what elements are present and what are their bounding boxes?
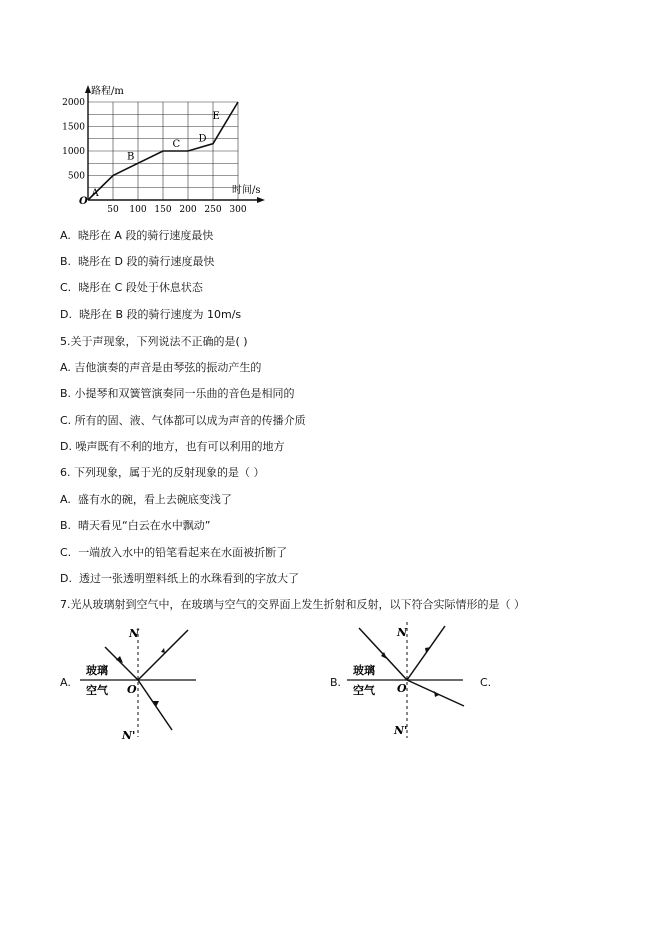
option-text: 晓彤在 D 段的骑行速度最快 [78, 255, 215, 268]
arrow-icon [152, 701, 159, 707]
normal-label-n-prime: N' [394, 724, 408, 737]
q6-stem: 6. 下列现象，属于光的反射现象的是（ ） [60, 466, 265, 479]
ray-1 [105, 647, 138, 680]
air-label: 空气 [86, 684, 108, 697]
x-tick-label: 50 [107, 205, 119, 215]
q6-option-d [60, 572, 299, 586]
q5-option-c: C. 所有的固、液、气体都可以成为声音的传播介质 [60, 414, 306, 427]
x-tick-label: 100 [129, 205, 147, 215]
q4-option-b [60, 255, 215, 269]
option-key: D. [60, 572, 72, 585]
option-key: A. [60, 229, 71, 242]
x-tick-label: 150 [154, 205, 172, 215]
segment-label: B [127, 151, 135, 163]
q7-stem: 7.光从玻璃射到空气中，在玻璃与空气的交界面上发生折射和反射，以下符合实际情形的是（ ） [60, 598, 525, 611]
point-label-o: O [397, 682, 407, 695]
q6-option-a [60, 493, 232, 507]
x-axis-arrow-icon [257, 197, 265, 203]
q5-stem: 5.关于声现象，下列说法不正确的是( ) [60, 335, 248, 348]
q5-option-d: D. 噪声既有不利的地方，也有可以利用的地方 [60, 440, 285, 453]
arrow-icon [425, 647, 431, 653]
origin-label: O [79, 196, 88, 207]
y-tick-label: 1500 [62, 122, 85, 133]
air-label: 空气 [353, 684, 375, 697]
option-key: A. [60, 493, 71, 506]
arrow-icon [161, 648, 165, 653]
q5-option-b: B. 小提琴和双簧管演奏同一乐曲的音色是相同的 [60, 387, 295, 400]
q5-option-a: A. 吉他演奏的声音是由琴弦的振动产生的 [60, 361, 262, 374]
q7-option-c-key: C. [480, 676, 492, 689]
q4-option-c [60, 281, 203, 295]
x-tick-label: 250 [204, 205, 222, 215]
refraction-diagram-b [345, 618, 470, 743]
y-tick-label: 1000 [62, 147, 85, 157]
option-text: 晴天看见“白云在水中飘动” [78, 519, 211, 532]
x-tick-label: 300 [229, 205, 247, 215]
segment-label: D [198, 133, 207, 145]
q7-option-a-key: A. [60, 676, 71, 689]
option-key: B. [60, 255, 72, 268]
y-axis-label: 路程/m [91, 86, 124, 97]
segment-label: A [91, 187, 99, 199]
normal-label-n-prime: N' [122, 729, 136, 742]
option-text: 盛有水的碗，看上去碗底变浅了 [77, 493, 232, 506]
option-text: 晓彤在 A 段的骑行速度最快 [77, 229, 214, 242]
option-text: 透过一张透明塑料纸上的水珠看到的字放大了 [78, 572, 299, 585]
q6-option-c [60, 546, 287, 560]
glass-label: 玻璃 [86, 664, 108, 677]
x-tick-label: 200 [179, 205, 197, 215]
option-key: D. [60, 308, 72, 321]
ray-2 [138, 630, 188, 680]
normal-label-n: N [129, 627, 140, 640]
point-label-o: O [127, 683, 137, 696]
option-key: C. [60, 281, 72, 294]
distance-time-chart [60, 82, 280, 217]
segment-label: C [172, 139, 181, 150]
glass-label: 玻璃 [353, 664, 375, 677]
refraction-diagram-a [80, 622, 200, 742]
q7-option-b-key: B. [330, 676, 342, 689]
y-tick-label: 2000 [62, 98, 85, 108]
option-text: 晓彤在 B 段的骑行速度为 10m/s [78, 308, 242, 321]
q4-option-a [60, 229, 213, 243]
option-text: 一端放入水中的铅笔看起来在水面被折断了 [78, 546, 288, 559]
y-tick-label: 500 [67, 171, 85, 182]
option-key: B. [60, 519, 72, 532]
normal-label-n: N [397, 626, 408, 639]
option-key: C. [60, 546, 72, 559]
q6-option-b [60, 519, 210, 533]
x-axis-label: 时间/s [232, 185, 261, 196]
segment-label: E [212, 110, 220, 122]
option-text: 晓彤在 C 段处于休息状态 [78, 281, 203, 294]
q4-option-d [60, 308, 241, 322]
